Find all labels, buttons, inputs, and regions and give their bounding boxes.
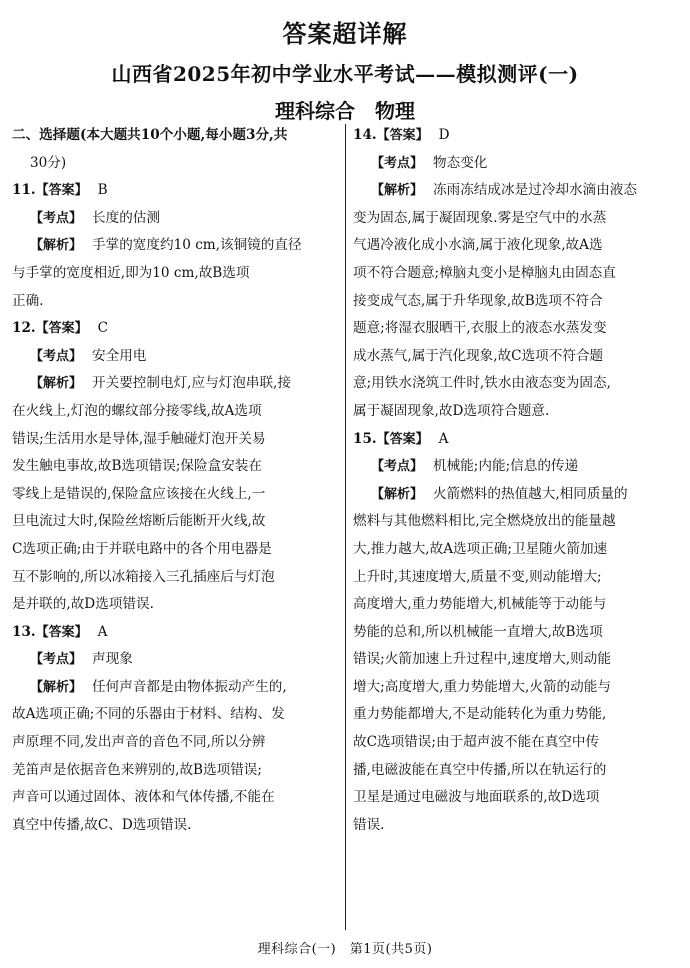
analysis-line: 互不影响的,所以冰箱接入三孔插座后与灯泡 <box>12 568 275 585</box>
answer-line <box>353 426 675 454</box>
analysis-line: 变为固态,属于凝固现象.雾是空气中的水蒸 <box>353 209 607 226</box>
analysis-text: 火箭燃料的热值越大,相同质量的 <box>433 485 628 502</box>
question-15 <box>353 426 675 840</box>
answer-value: B <box>97 182 108 199</box>
answer-value: A <box>97 623 108 640</box>
point-value: 机械能;内能;信息的传递 <box>433 458 579 475</box>
analysis-line: 接变成气态,属于升华现象,故B选项不符合 <box>353 292 603 309</box>
point-label: 【考点】 <box>371 459 424 475</box>
answer-value: D <box>438 127 450 143</box>
analysis-line: C选项正确;由于并联电路中的各个用电器是 <box>12 540 272 557</box>
analysis-label: 【解析】 <box>30 376 83 392</box>
answer-label: 【答案】 <box>376 431 429 447</box>
analysis-line <box>12 674 336 702</box>
point-label: 【考点】 <box>371 155 424 171</box>
point-label: 【考点】 <box>30 348 83 364</box>
question-14 <box>353 122 675 426</box>
analysis-line: 播,电磁波能在真空中传播,所以在轨运行的 <box>353 761 607 778</box>
analysis-text: 任何声音都是由物体振动产生的, <box>92 678 287 695</box>
analysis-line: 重力势能都增大,不是动能转化为重力势能, <box>353 706 607 723</box>
page-footer: 理科综合(一) 第1页(共5页) <box>257 942 433 957</box>
analysis-text: 冻雨冻结成冰是过冷却水滴由液态 <box>433 182 637 199</box>
left-column <box>12 122 336 839</box>
point-value: 物态变化 <box>433 154 488 171</box>
analysis-line: 真空中传播,故C、D选项错误. <box>12 816 192 833</box>
point-label: 【考点】 <box>30 652 83 668</box>
analysis-line: 故C选项错误;由于超声波不能在真空中传 <box>353 734 600 751</box>
answer-value: A <box>438 430 449 447</box>
analysis-line: 故A选项正确;不同的乐器由于材料、结构、发 <box>12 706 285 723</box>
point-value: 声现象 <box>92 651 133 668</box>
analysis-line <box>12 232 336 260</box>
point-line <box>353 150 675 178</box>
analysis-line: 成水蒸气,属于汽化现象,故C选项不符合题 <box>353 347 604 364</box>
point-value: 长度的估测 <box>92 209 160 226</box>
column-divider <box>345 124 346 930</box>
analysis-label: 【解析】 <box>371 183 424 199</box>
question-13 <box>12 619 336 840</box>
answer-line <box>12 619 336 647</box>
analysis-line: 声音可以通过固体、液体和气体传播,不能在 <box>12 789 275 806</box>
point-line <box>12 343 336 371</box>
analysis-line: 错误;生活用水是导体,湿手触碰灯泡开关易 <box>12 430 266 447</box>
answer-line <box>353 122 675 150</box>
point-line <box>353 453 675 481</box>
question-number: 15. <box>353 430 377 447</box>
subject-title: 理科综合 物理 <box>275 99 415 123</box>
analysis-text: 开关要控制电灯,应与灯泡串联,接 <box>92 375 291 392</box>
analysis-line: 上升时,其速度增大,质量不变,则动能增大; <box>353 568 602 585</box>
answer-label: 【答案】 <box>35 321 88 337</box>
analysis-line: 增大;高度增大,重力势能增大,火箭的动能与 <box>353 678 611 695</box>
analysis-line: 正确. <box>12 292 44 309</box>
answer-label: 【答案】 <box>376 128 429 143</box>
point-line <box>12 205 336 233</box>
answer-line <box>12 315 336 343</box>
analysis-line: 声原理不同,发出声音的音色不同,所以分辨 <box>12 734 266 751</box>
analysis-line: 项不符合题意;樟脑丸变小是樟脑丸由固态直 <box>353 264 616 281</box>
analysis-line: 羌笛声是依据音色来辨别的,故B选项错误; <box>12 761 262 778</box>
analysis-line: 发生触电事故,故B选项错误;保险盒安装在 <box>12 458 262 475</box>
analysis-line: 属于凝固现象,故D选项符合题意. <box>353 402 550 419</box>
question-12 <box>12 315 336 619</box>
analysis-line: 错误. <box>353 816 385 833</box>
analysis-line: 零线上是错误的,保险盒应该接在火线上,一 <box>12 485 266 502</box>
answer-value: C <box>97 320 109 337</box>
question-11 <box>12 177 336 315</box>
analysis-line: 错误;火箭加速上升过程中,速度增大,则动能 <box>353 651 611 668</box>
question-number: 11. <box>12 182 36 199</box>
analysis-line <box>12 370 336 398</box>
point-value: 安全用电 <box>92 347 147 364</box>
analysis-line: 与手掌的宽度相近,即为10 cm,故B选项 <box>12 264 250 281</box>
question-number: 14. <box>353 127 377 143</box>
analysis-line: 旦电流过大时,保险丝熔断后能断开火线,故 <box>12 513 266 530</box>
question-number: 12. <box>12 320 36 337</box>
analysis-label: 【解析】 <box>371 486 424 502</box>
analysis-label: 【解析】 <box>30 238 83 254</box>
analysis-line: 势能的总和,所以机械能一直增大,故B选项 <box>353 623 603 640</box>
section-title-cont: 30分) <box>30 154 67 171</box>
answer-line <box>12 177 336 205</box>
analysis-line: 题意;将湿衣服晒干,衣服上的液态水蒸发变 <box>353 320 607 337</box>
analysis-line: 在火线上,灯泡的螺纹部分接零线,故A选项 <box>12 402 262 419</box>
analysis-line <box>353 177 675 205</box>
analysis-line <box>353 481 675 509</box>
analysis-line: 气遇冷液化成小水滴,属于液化现象,故A选 <box>353 237 603 254</box>
right-column <box>353 122 675 839</box>
point-line <box>12 646 336 674</box>
section-title: 二、选择题(本大题共10个小题,每小题3分,共 <box>12 127 288 143</box>
analysis-label: 【解析】 <box>30 679 83 695</box>
analysis-line: 大,推力越大,故A选项正确;卫星随火箭加速 <box>353 540 608 557</box>
analysis-line: 意;用铁水浇筑工件时,铁水由液态变为固态, <box>353 375 611 392</box>
analysis-line: 是并联的,故D选项错误. <box>12 596 154 613</box>
analysis-line: 高度增大,重力势能增大,机械能等于动能与 <box>353 596 607 613</box>
question-number: 13. <box>12 623 36 640</box>
exam-title: 山西省2025年初中学业水平考试——模拟测评(一) <box>111 62 579 86</box>
analysis-line: 燃料与其他燃料相比,完全燃烧放出的能量越 <box>353 513 616 530</box>
point-label: 【考点】 <box>30 210 83 226</box>
page-title: 答案超详解 <box>282 20 408 48</box>
analysis-text: 手掌的宽度约10 cm,该铜镜的直径 <box>92 237 302 254</box>
answer-label: 【答案】 <box>35 183 88 199</box>
answer-label: 【答案】 <box>35 624 88 640</box>
analysis-line: 卫星是通过电磁波与地面联系的,故D选项 <box>353 789 600 806</box>
